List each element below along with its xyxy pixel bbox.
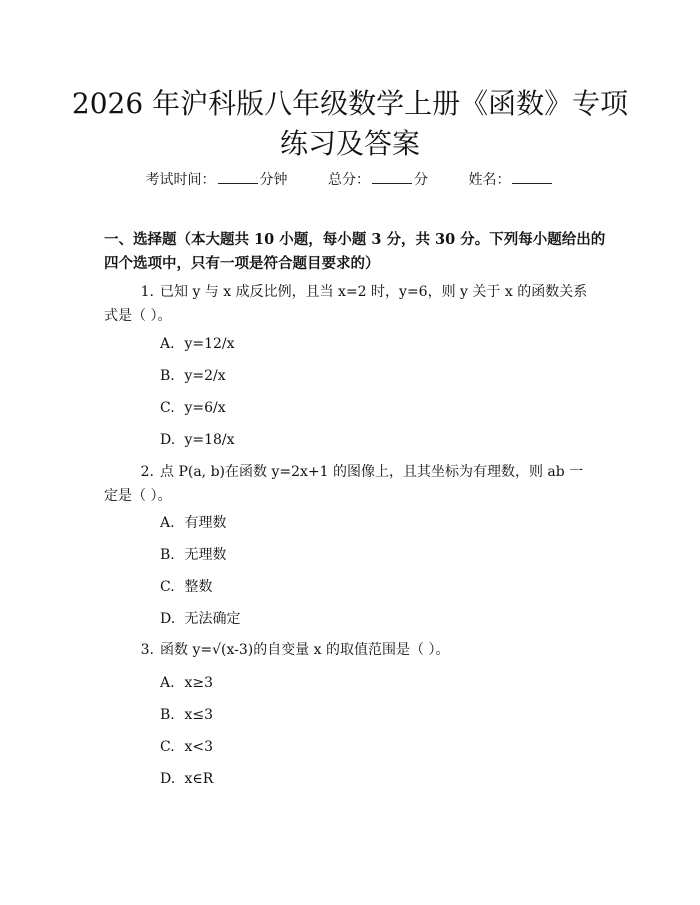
option-3d	[160, 769, 213, 789]
option-label: D.	[160, 611, 176, 627]
option-text: y=18/x	[184, 432, 235, 448]
option-label: A.	[160, 675, 175, 691]
option-label: C.	[160, 579, 175, 595]
option-text: y=2/x	[184, 368, 226, 384]
option-label: B.	[160, 547, 175, 563]
question-number: 3.	[140, 642, 154, 658]
option-2d	[160, 609, 240, 629]
option-text: 有理数	[184, 515, 227, 531]
question-1	[104, 280, 590, 328]
score-blank	[372, 171, 412, 184]
option-text: 无理数	[184, 547, 227, 563]
question-stem: 已知 y 与 x 成反比例，且当 x=2 时，y=6，则 y 关于 x 的函数关系式是（ ）。	[104, 284, 588, 324]
option-label: A.	[160, 336, 175, 352]
option-1d	[160, 430, 235, 450]
option-label: C.	[160, 739, 175, 755]
name-label: 姓名：	[468, 172, 511, 188]
question-number: 1.	[140, 284, 154, 300]
question-2	[104, 460, 590, 508]
question-stem: 函数 y=√(x-3)的自变量 x 的取值范围是（ ）。	[160, 642, 450, 658]
option-1c	[160, 398, 226, 418]
option-text: y=12/x	[184, 336, 235, 352]
option-text: 无法确定	[184, 611, 241, 627]
option-text: x≤3	[184, 707, 213, 723]
exam-name	[468, 172, 554, 188]
exam-score	[328, 172, 428, 188]
option-3c	[160, 737, 213, 757]
page-title-line2: 练习及答案	[279, 127, 420, 160]
option-label: C.	[160, 400, 175, 416]
option-label: D.	[160, 771, 176, 787]
section-heading: 一、选择题（本大题共 10 小题，每小题 3 分，共 30 分。下列每小题给出的四个选项中，只有一项是符合题目要求的）	[104, 231, 606, 272]
option-3a	[160, 673, 213, 693]
option-label: B.	[160, 707, 175, 723]
option-text: y=6/x	[184, 400, 226, 416]
exam-meta	[0, 170, 700, 190]
name-blank	[512, 171, 552, 184]
score-unit: 分	[414, 172, 428, 188]
option-text: x≥3	[184, 675, 213, 691]
score-label: 总分：	[328, 172, 370, 188]
option-text: x<3	[184, 739, 213, 755]
option-label: A.	[160, 515, 175, 531]
question-stem: 点 P(a, b)在函数 y=2x+1 的图像上，且其坐标为有理数，则 ab 一定是（ ）。	[104, 464, 584, 504]
option-text: 整数	[184, 579, 213, 595]
option-3b	[160, 705, 213, 725]
option-label: D.	[160, 432, 176, 448]
option-2a	[160, 513, 226, 533]
time-unit: 分钟	[259, 172, 288, 188]
question-number: 2.	[140, 464, 154, 480]
option-2b	[160, 545, 226, 565]
exam-time	[146, 172, 288, 188]
option-text: x∈R	[184, 771, 214, 787]
option-label: B.	[160, 368, 175, 384]
time-blank	[218, 171, 258, 184]
time-label: 考试时间：	[145, 172, 216, 188]
page-title: 2026 年沪科版八年级数学上册《函数》专项	[71, 87, 629, 120]
option-2c	[160, 577, 212, 597]
option-1b	[160, 366, 226, 386]
option-1a	[160, 334, 235, 354]
question-3	[104, 638, 590, 662]
